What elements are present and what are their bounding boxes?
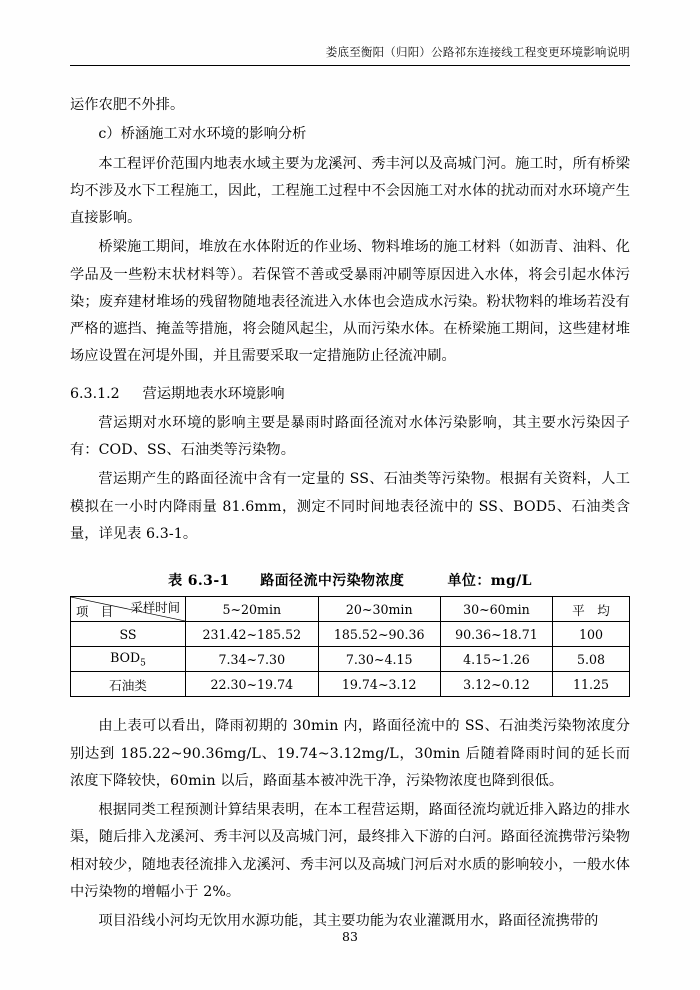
paragraph-1: 本工程评价范围内地表水域主要为龙溪河、秀丰河以及高城门河。施工时，所有桥梁均不涉及水下工程施工，因此，工程施工过程中不会因施工对水体的扰动而对水环境产生直接影响。 xyxy=(70,155,630,227)
header-divider xyxy=(70,65,630,66)
page-content xyxy=(70,44,630,937)
section-title: 营运期地表水环境影响 xyxy=(142,385,285,402)
paragraph-6: 根据同类工程预测计算结果表明，在本工程营运期，路面径流均就近排入路边的排水渠，随后排入龙溪河、秀丰河以及高城门河，最终排入下游的白河。路面径流携带污染物相对较少，随地表径流排入龙溪河、秀丰河以及高城门河后对水质的影响较小，一般水体中污染物的增幅小于 2%。 xyxy=(70,802,630,900)
row-label: SS xyxy=(71,622,186,647)
section-number: 6.3.1.2 xyxy=(70,385,120,402)
row-label: $BOD_5$ xyxy=(71,647,186,672)
table-cell: 90.36~18.71 xyxy=(440,622,552,647)
table-cell: 5.08 xyxy=(553,647,630,672)
table-cell: 185.52~90.36 xyxy=(318,622,440,647)
table-cell: 231.42~185.52 xyxy=(186,622,319,647)
table-cell: 19.74~3.12 xyxy=(318,672,440,697)
table-caption-title: 路面径流中污染物浓度 xyxy=(260,573,405,590)
table-row xyxy=(71,647,630,672)
subscript: 5 xyxy=(140,658,146,669)
table-header-row xyxy=(71,597,630,622)
pollutant-concentration-table xyxy=(70,596,630,697)
paragraph-5: 由上表可以看出，降雨初期的 30min 内，路面径流中的 SS、石油类污染物浓度分别达到 185.22~90.36mg/L、19.74~3.12mg/L，30min 后随着降雨时间的延长而浓度下降较快，60min 以后，路面基本被冲洗干净，污染物浓度也降到很低。 xyxy=(70,718,630,789)
corner-label-top: 采样时间 xyxy=(130,600,180,616)
table-row xyxy=(71,622,630,647)
column-header: 5~20min xyxy=(186,597,319,622)
table-corner-cell xyxy=(71,597,186,622)
heading-c: c）桥涵施工对水环境的影响分析 xyxy=(98,126,307,143)
table-row xyxy=(71,672,630,697)
row-label: 石油类 xyxy=(71,672,186,697)
table-cell: 7.30~4.15 xyxy=(318,647,440,672)
paragraph-7: 项目沿线小河均无饮用水源功能，其主要功能为农业灌溉用水，路面径流携带的 xyxy=(98,913,599,930)
running-header: 娄底至衡阳（归阳）公路祁东连接线工程变更环境影响说明 xyxy=(325,45,630,59)
table-caption xyxy=(70,570,630,590)
column-header: 30~60min xyxy=(440,597,552,622)
page-number: 83 xyxy=(342,929,358,944)
section-heading xyxy=(70,381,630,408)
table-cell: 22.30~19.74 xyxy=(186,672,319,697)
table-cell: 7.34~7.30 xyxy=(186,647,319,672)
table-cell: 3.12~0.12 xyxy=(440,672,552,697)
table-cell: 100 xyxy=(553,622,630,647)
paragraph-2: 桥梁施工期间，堆放在水体附近的作业场、物料堆场的施工材料（如沥青、油料、化学品及一些粉末状材料等）。若保管不善或受暴雨冲刷等原因进入水体，将会引起水体污染；废弃建材堆场的残留物随地表径流进入水体也会造成水污染。粉状物料的堆场若没有严格的遮挡、掩盖等措施，将会随风起尘，从而污染水体。在桥梁施工期间，这些建材堆场应设置在河堤外围，并且需要采取一定措施防止径流冲刷。 xyxy=(70,239,630,365)
paragraph-3: 营运期对水环境的影响主要是暴雨时路面径流对水体污染影响，其主要水污染因子有：COD、SS、石油类等污染物。 xyxy=(70,414,630,459)
paragraph-4: 营运期产生的路面径流中含有一定量的 SS、石油类等污染物。根据有关资料，人工模拟在一小时内降雨量 81.6mm，测定不同时间地表径流中的 SS、BOD5、石油类含量，详见表 6.3-1。 xyxy=(70,471,630,542)
table-cell: 11.25 xyxy=(553,672,630,697)
column-header: 20~30min xyxy=(318,597,440,622)
paragraph-opening: 运作农肥不外排。 xyxy=(70,97,185,113)
column-header: 平 均 xyxy=(553,597,630,622)
table-cell: 4.15~1.26 xyxy=(440,647,552,672)
corner-label-bottom: 项 目 xyxy=(76,604,114,620)
table-caption-unit: 单位：mg/L xyxy=(447,573,532,590)
table-caption-number: 表 6.3-1 xyxy=(168,573,230,590)
